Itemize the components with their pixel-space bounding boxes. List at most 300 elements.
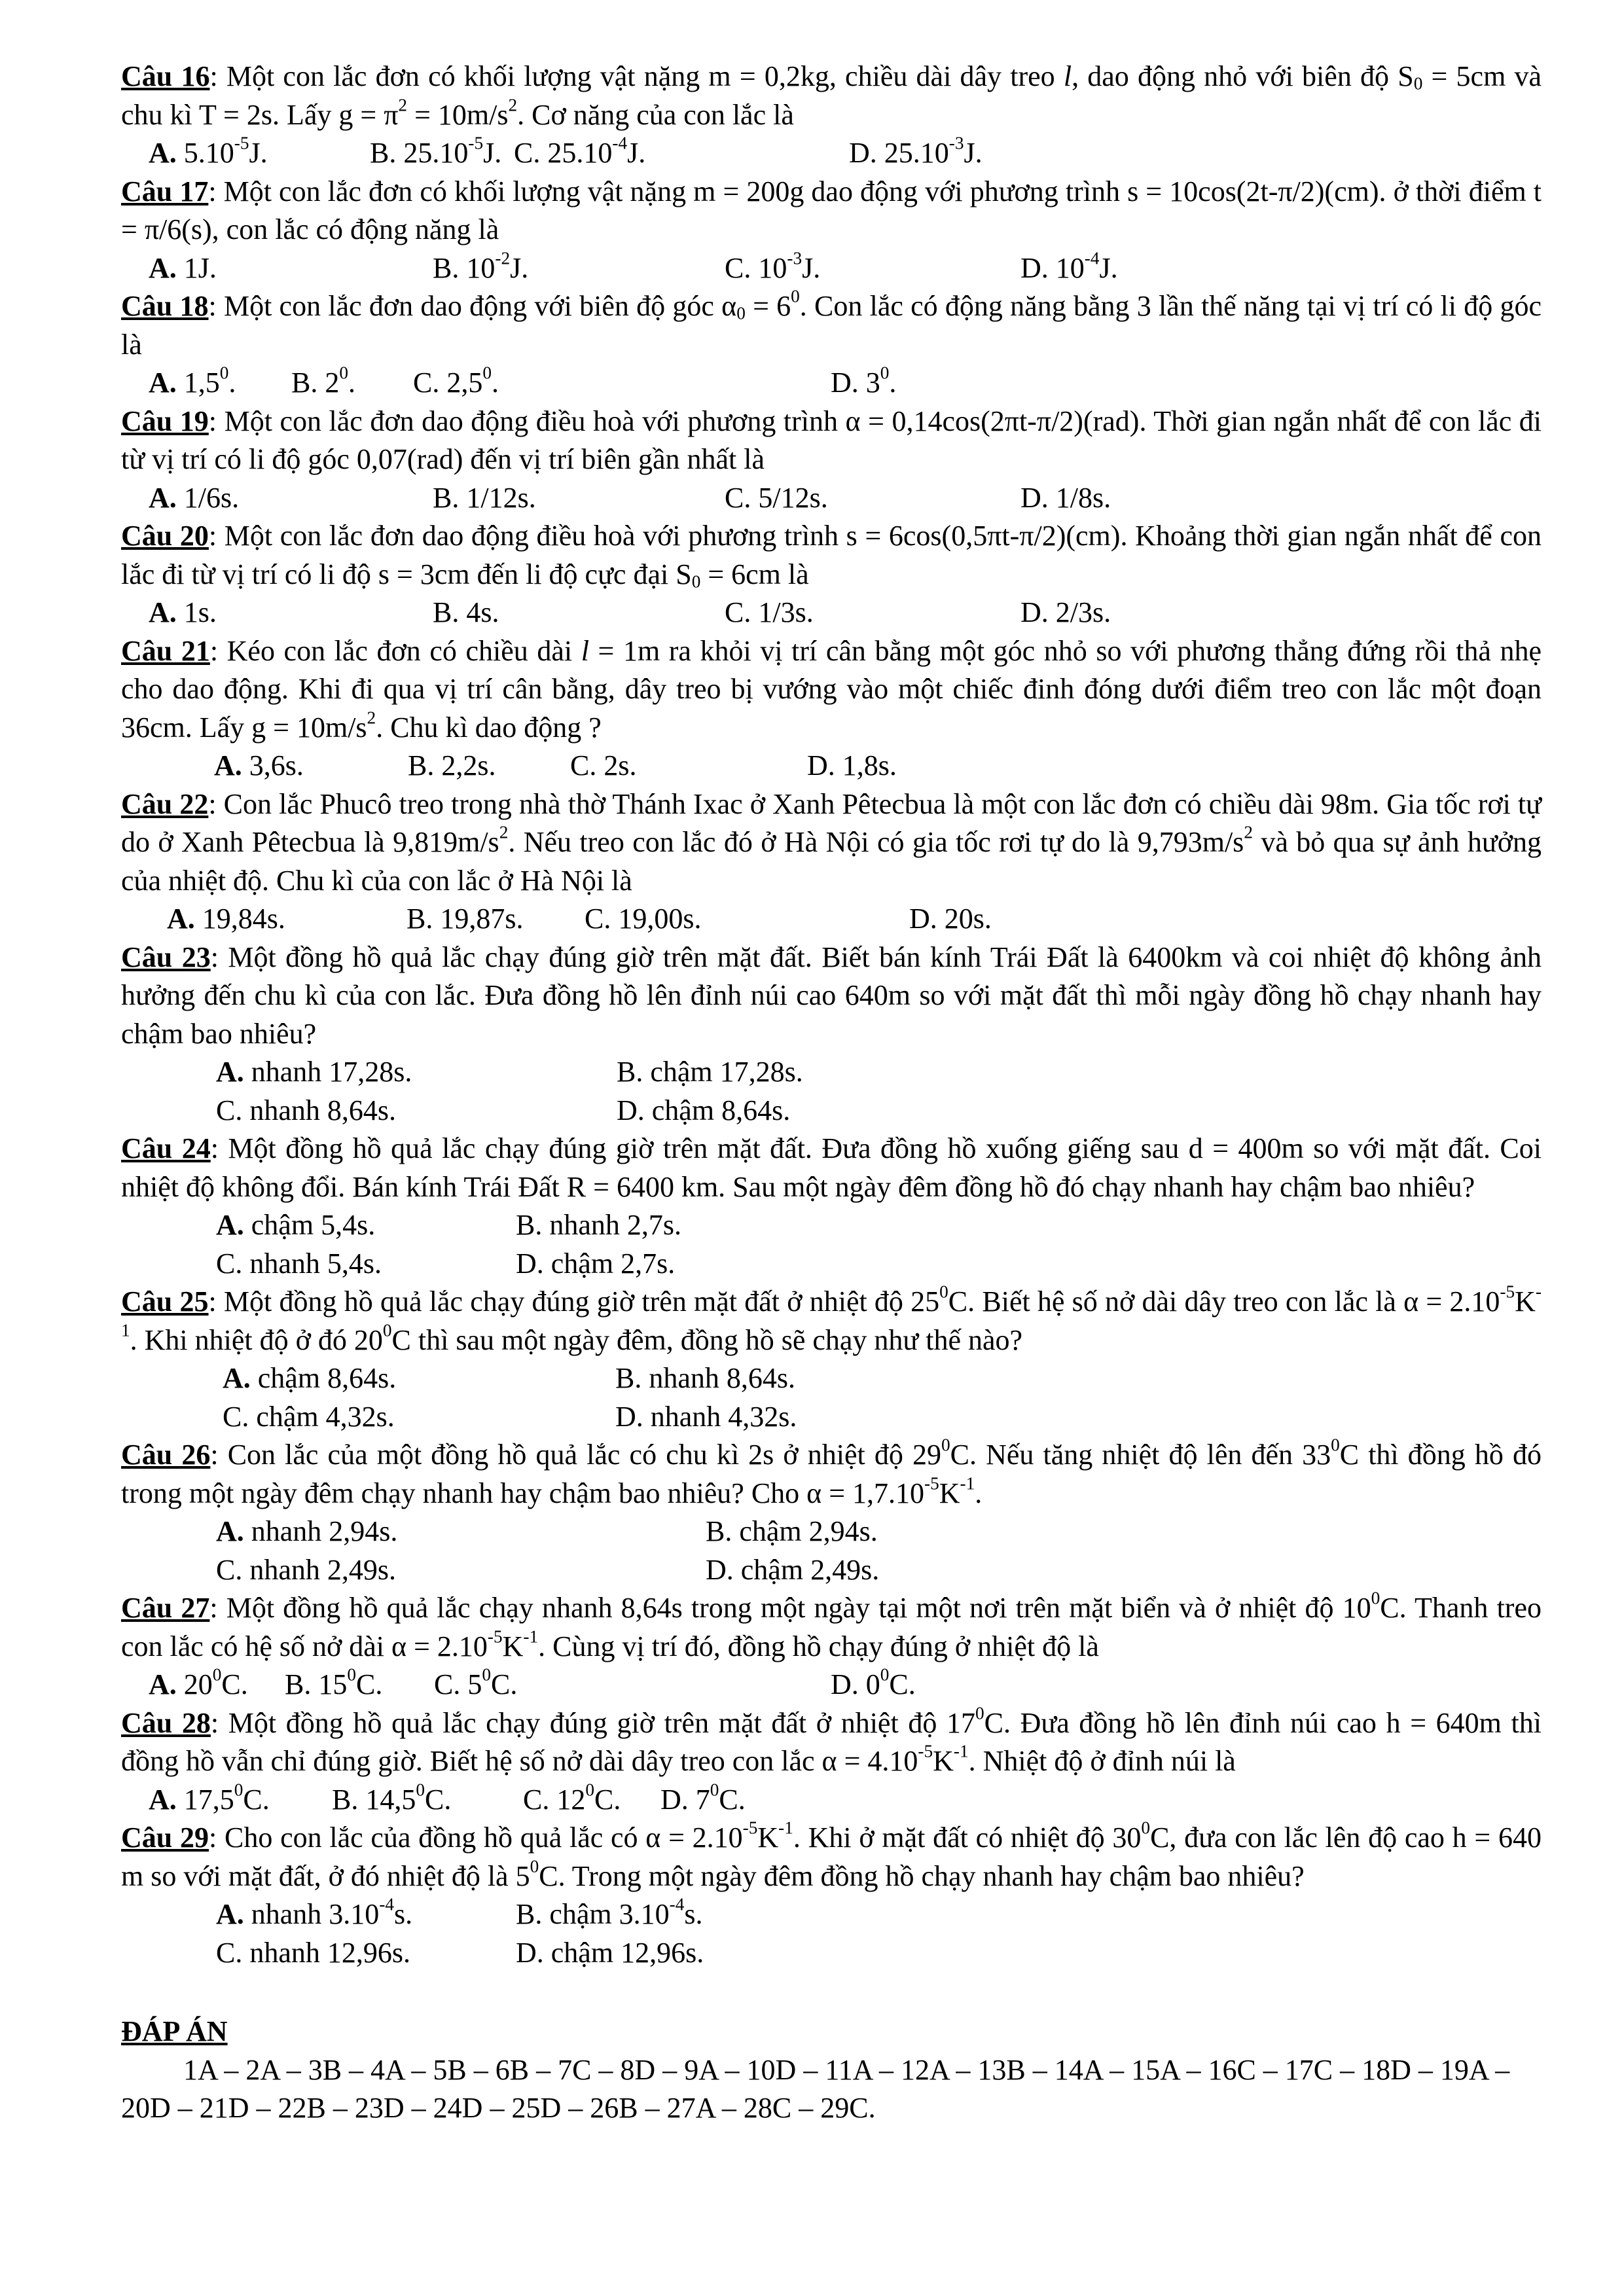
question-stem (121, 287, 1542, 364)
question-text-run: 2 (1244, 822, 1253, 842)
option-text-run: chậm 2,7s. (543, 1247, 676, 1280)
option-letter: C. (523, 1783, 550, 1816)
question-text-run: 0 (791, 286, 800, 306)
option-text-run: C. (594, 1783, 621, 1816)
question-block (121, 1819, 1542, 1972)
question-text-run: C thì đồng hồ đó trong một ngày đêm chạy nhanh hay chậm bao nhiêu? Cho α = 1,7.10 (121, 1439, 1542, 1509)
answer-option-d (1020, 594, 1111, 632)
question-text-run: K (757, 1821, 779, 1854)
option-text-run: -4 (612, 133, 628, 153)
answer-option-d (807, 747, 897, 785)
option-text-run: chậm 17,28s. (643, 1056, 803, 1088)
question-text-run: 0 (1371, 1588, 1380, 1608)
option-text-run: 0 (482, 363, 492, 383)
question-text-run: . Nếu treo con lắc đó ở Hà Nội có gia tốc rơi tự do là 9,793m/s (508, 826, 1244, 858)
option-text-run: J. (483, 137, 502, 169)
answer-options-row (121, 1206, 1542, 1245)
option-letter: A. (167, 903, 195, 935)
option-text-run: C. (356, 1668, 383, 1700)
option-letter: C. (434, 1668, 461, 1700)
option-letter: C. (413, 367, 440, 399)
answer-options-row (121, 1359, 1542, 1398)
option-text-run: . (348, 367, 355, 399)
question-text-run: : Một đồng hồ quả lắc chạy đúng giờ trên mặt đất. Đưa đồng hồ xuống giếng sau d = 400m so với mặt đất. Coi nhiệt độ không đổi. Bán kính Trái Đất R = 6400 km. Sau một ngày đêm đồng hồ đó chạy nhanh hay chậm bao nhiêu? (121, 1132, 1542, 1203)
option-text-run: 25.10 (396, 137, 469, 169)
question-text-run: = 1m ra khỏi vị trí cân bằng một góc nhỏ so với phương thẳng đứng rồi thả nhẹ cho dao động. Khi đi qua vị trí cân bằng, dây treo bị vướng vào một chiếc đinh đóng dưới điểm treo con lắc một đoạn 36cm. Lấy g = 10m/s (121, 634, 1542, 744)
option-letter: B. (516, 1209, 543, 1241)
answer-option-a (149, 594, 217, 632)
option-text-run: 0 (880, 363, 890, 383)
option-text-run: 25.10 (876, 137, 949, 169)
question-text-run: 0 (382, 1320, 392, 1340)
answer-option-d (1020, 249, 1118, 288)
answer-options-row (121, 1513, 1542, 1551)
answer-option-b (406, 900, 523, 939)
question-text-run: 0 (975, 1703, 984, 1723)
question-text-run: : Một đồng hồ quả lắc chạy đúng giờ trên mặt đất ở nhiệt độ 17 (210, 1706, 975, 1739)
question-text-run: C. Nếu tăng nhiệt độ lên đến 33 (950, 1439, 1331, 1471)
question-block (121, 632, 1542, 785)
option-text-run: -4 (669, 1894, 685, 1914)
question-text-run: và bỏ qua sự ảnh hưởng của nhiệt độ. Chu kì của con lắc ở Hà Nội là (121, 826, 1542, 897)
answer-option-b (433, 249, 528, 288)
answer-options-row (121, 479, 1542, 518)
option-letter: A. (149, 137, 177, 169)
answer-option-a (214, 747, 304, 785)
question-text-run: -1 (121, 1282, 1542, 1340)
answer-option-c (725, 479, 828, 518)
answer-option-a (149, 1781, 270, 1820)
option-letter: C. (725, 481, 751, 514)
question-text-run: -1 (778, 1818, 793, 1838)
question-text-run: C, đưa con lắc lên độ cao h = 640 m so với mặt đất, ở đó nhiệt độ là 5 (121, 1821, 1542, 1892)
question-text-run: : Con lắc Phucô treo trong nhà thờ Thánh Ixac ở Xanh Pêtecbua là một con lắc đơn có chiều dài 98m. Gia tốc rơi tự do ở Xanh Pêtecbua là 9,819m/s (121, 787, 1542, 858)
answer-option-c (216, 1245, 382, 1283)
option-text-run: chậm 2,94s. (732, 1515, 878, 1547)
option-letter: C. (514, 137, 541, 169)
answer-option-c (570, 747, 636, 785)
option-letter: A. (149, 1668, 177, 1700)
option-text-run: C. (491, 1668, 518, 1700)
question-text-run: 2 (398, 95, 408, 115)
answer-options-row (121, 134, 1542, 173)
option-text-run: 20s. (937, 903, 992, 935)
option-letter: C. (585, 903, 611, 935)
option-letter: A. (214, 749, 242, 781)
question-number: Câu 23 (121, 941, 211, 973)
option-text-run: J. (510, 251, 529, 284)
question-list (121, 58, 1542, 1972)
answer-option-c (223, 1398, 395, 1437)
answer-options-row (121, 1666, 1542, 1704)
question-text-run: : Một con lắc đơn có khối lượng vật nặng m = 200g dao động với phương trình s = 10cos(2t-π/2)(cm). ở thời điểm t = π/6(s), con lắc có động năng là (121, 175, 1542, 245)
option-text-run: nhanh 8,64s. (242, 1094, 397, 1126)
option-text-run: 10 (459, 251, 496, 284)
option-letter: B. (433, 596, 460, 628)
answer-option-d (516, 1245, 675, 1283)
question-number: Câu 29 (121, 1821, 209, 1854)
question-block (121, 173, 1542, 288)
answer-option-b (615, 1359, 795, 1398)
answer-option-c (725, 249, 820, 288)
question-text-run: -5 (918, 1741, 933, 1761)
question-text-run: C. Đưa đồng hồ lên đỉnh núi cao h = 640m thì đồng hồ vẫn chỉ đúng giờ. Biết hệ số nở dài dây treo con lắc α = 4.10 (121, 1706, 1542, 1777)
question-text-run: C. Biết hệ số nở dài dây treo con lắc là α = 2.10 (948, 1285, 1500, 1318)
option-text-run: 14,5 (358, 1783, 416, 1816)
option-text-run: -5 (468, 133, 484, 153)
option-text-run: 5 (460, 1668, 482, 1700)
answer-option-a (216, 1206, 375, 1245)
question-text-run: K (939, 1477, 960, 1509)
question-text-run: 0 (1413, 73, 1423, 94)
question-text-run: -5 (924, 1473, 939, 1494)
question-text-run: = 5cm và chu kì T = 2s. Lấy g = π (121, 60, 1542, 131)
option-letter: D. (807, 749, 835, 781)
answer-options-row (121, 1781, 1542, 1820)
option-letter: D. (617, 1094, 645, 1126)
question-number: Câu 25 (121, 1285, 209, 1318)
answer-option-c (216, 1551, 396, 1590)
option-text-run: s. (394, 1898, 413, 1930)
answer-option-b (433, 479, 536, 518)
question-text-run: : Một đồng hồ quả lắc chạy đúng giờ trên mặt đất. Biết bán kính Trái Đất là 6400km và coi nhiệt độ không ảnh hưởng đến chu kì của con lắc. Đưa đồng hồ lên đỉnh núi cao 640m so với mặt đất thì mỗi ngày đồng hồ chạy nhanh hay chậm bao nhiêu? (121, 941, 1542, 1050)
answer-options-row (121, 1398, 1542, 1437)
option-text-run: 7 (688, 1783, 710, 1816)
option-text-run: 3,6s. (242, 749, 304, 781)
question-text-run: : Một con lắc đơn dao động với biên độ góc α (208, 290, 737, 322)
question-text-run: = 6 (745, 290, 791, 322)
answer-option-b (408, 747, 496, 785)
answer-option-c (585, 900, 701, 939)
option-text-run: nhanh 5,4s. (242, 1247, 382, 1280)
option-letter: D. (660, 1783, 689, 1816)
option-text-run: 0 (219, 363, 229, 383)
option-letter: D. (909, 903, 937, 935)
question-text-run: . Con lắc có động năng bằng 3 lần thế năng tại vị trí có li độ góc là (121, 290, 1542, 361)
question-text-run: = 10m/s (407, 98, 509, 131)
answer-option-a (149, 364, 236, 403)
option-letter: C. (223, 1400, 249, 1433)
answer-option-c (523, 1781, 621, 1820)
option-text-run: chậm 2,49s. (733, 1553, 880, 1586)
option-letter: B. (617, 1056, 643, 1088)
option-letter: B. (291, 367, 318, 399)
option-text-run: -3 (948, 133, 964, 153)
question-stem (121, 1589, 1542, 1666)
option-text-run: 3 (858, 367, 880, 399)
option-text-run: 25.10 (540, 137, 613, 169)
question-text-run: C. Thanh treo con lắc có hệ số nở dài α = 2.10 (121, 1592, 1542, 1662)
option-text-run: -4 (379, 1894, 395, 1914)
question-text-run: 0 (530, 1856, 539, 1876)
question-text-run: 0 (691, 571, 701, 591)
question-stem (121, 1819, 1542, 1895)
option-text-run: J. (964, 137, 983, 169)
option-text-run: chậm 3.10 (542, 1898, 670, 1930)
option-text-run: 0 (858, 1668, 880, 1700)
question-stem (121, 939, 1542, 1054)
option-text-run: J. (627, 137, 646, 169)
question-block (121, 1436, 1542, 1589)
option-text-run: nhanh 2,49s. (242, 1553, 397, 1586)
option-letter: D. (1020, 251, 1049, 284)
question-text-run: . Cùng vị trí đó, đồng hồ chạy đúng ở nhiệt độ là (538, 1630, 1099, 1662)
option-text-run: 2/3s. (1048, 596, 1111, 628)
option-letter: D. (516, 1936, 544, 1969)
question-stem (121, 1283, 1542, 1359)
answer-option-a (216, 1895, 412, 1934)
question-text-run: . Khi nhiệt độ ở đó 20 (130, 1323, 383, 1356)
option-letter: A. (216, 1056, 244, 1088)
answer-option-d (615, 1398, 797, 1437)
option-letter: C. (216, 1094, 243, 1126)
question-text-run: : Cho con lắc của đồng hồ quả lắc có α = 2.10 (209, 1821, 743, 1854)
question-text-run: C thì sau một ngày đêm, đồng hồ sẽ chạy như thế nào? (391, 1323, 1023, 1356)
document-page (121, 58, 1542, 2128)
question-number: Câu 19 (121, 404, 209, 437)
question-text-run: K (502, 1630, 524, 1662)
option-text-run: chậm 4,32s. (249, 1400, 395, 1433)
option-text-run: 1,5 (176, 367, 220, 399)
option-text-run: . (228, 367, 236, 399)
answer-option-c (434, 1666, 517, 1704)
option-text-run: chậm 8,64s. (644, 1094, 791, 1126)
option-letter: B. (370, 137, 397, 169)
option-letter: B. (408, 749, 435, 781)
question-number: Câu 26 (121, 1439, 211, 1471)
answer-option-d (1020, 479, 1111, 518)
answer-option-a (216, 1053, 412, 1092)
option-letter: B. (433, 481, 460, 514)
option-letter: B. (406, 903, 433, 935)
question-block (121, 785, 1542, 939)
option-text-run: chậm 5,4s. (244, 1209, 376, 1241)
option-text-run: 1/6s. (176, 481, 240, 514)
question-text-run: 0 (939, 1282, 948, 1302)
question-text-run: : Một đồng hồ quả lắc chạy đúng giờ trên mặt đất ở nhiệt độ 25 (208, 1285, 940, 1318)
answer-option-b (516, 1206, 681, 1245)
question-number: Câu 21 (121, 634, 210, 667)
option-letter: B. (285, 1668, 312, 1700)
answer-key-title: ĐÁP ÁN (121, 2015, 228, 2047)
question-number: Câu 27 (121, 1592, 210, 1624)
question-stem (121, 517, 1542, 594)
option-text-run: nhanh 3.10 (244, 1898, 380, 1930)
question-block (121, 1130, 1542, 1283)
option-text-run: s. (684, 1898, 703, 1930)
answer-options-row (121, 1934, 1542, 1973)
question-text-run: -1 (960, 1473, 975, 1494)
answer-option-c (216, 1092, 396, 1130)
question-stem (121, 58, 1542, 134)
question-text-run: 2 (367, 708, 376, 728)
option-letter: C. (570, 749, 597, 781)
option-text-run: 1/8s. (1048, 481, 1111, 514)
option-text-run: nhanh 4,32s. (643, 1400, 797, 1433)
question-text-run: K (933, 1745, 954, 1777)
option-letter: A. (223, 1362, 251, 1394)
question-text-run: 0 (736, 303, 746, 323)
option-text-run: 2 (317, 367, 340, 399)
answer-option-d (909, 900, 992, 939)
option-letter: D. (1020, 481, 1049, 514)
option-text-run: -2 (495, 248, 511, 268)
question-text-run: 2 (499, 822, 509, 842)
question-number: Câu 17 (121, 175, 209, 207)
option-letter: C. (725, 251, 751, 284)
question-text-run: : Một con lắc đơn dao động điều hoà với phương trình s = 6cos(0,5πt-π/2)(cm). Khoảng thời gian ngắn nhất để con lắc đi từ vị trí có li độ s = 3cm đến li độ cực đại S (121, 520, 1542, 590)
option-text-run: 2,2s. (434, 749, 496, 781)
answer-option-d (516, 1934, 704, 1973)
answer-option-a (149, 1666, 248, 1704)
option-text-run: 1J. (176, 251, 217, 284)
question-block (121, 1589, 1542, 1704)
question-text-run: 0 (941, 1435, 950, 1455)
question-stem (121, 785, 1542, 901)
answer-option-d (706, 1551, 879, 1590)
answer-option-a (216, 1513, 397, 1551)
option-text-run: 19,00s. (611, 903, 702, 935)
answer-option-d (831, 1666, 916, 1704)
answer-option-b (285, 1666, 382, 1704)
option-text-run: 1/12s. (459, 481, 536, 514)
option-text-run: 5.10 (176, 137, 234, 169)
question-number: Câu 22 (121, 787, 209, 820)
option-text-run: -3 (787, 248, 803, 268)
option-text-run: 0 (347, 1664, 356, 1685)
question-stem (121, 1130, 1542, 1206)
answer-option-c (216, 1934, 410, 1973)
option-text-run: 10 (1048, 251, 1085, 284)
option-text-run: 0 (880, 1664, 890, 1685)
answer-options-row (121, 1092, 1542, 1130)
option-text-run: . (492, 367, 499, 399)
option-letter: D. (1020, 596, 1049, 628)
question-text-run: . Nhiệt độ ở đỉnh núi là (968, 1745, 1236, 1777)
answer-options-row (121, 594, 1542, 632)
question-number: Câu 28 (121, 1706, 211, 1739)
option-text-run: 19,87s. (433, 903, 524, 935)
option-text-run: 0 (482, 1664, 491, 1685)
option-letter: C. (725, 596, 751, 628)
question-text-run: K (1515, 1285, 1536, 1318)
option-text-run: nhanh 8,64s. (641, 1362, 796, 1394)
option-letter: A. (216, 1515, 244, 1547)
question-text-run: : Một con lắc đơn có khối lượng vật nặng m = 0,2kg, chiều dài dây treo (209, 60, 1064, 92)
option-text-run: 15 (311, 1668, 348, 1700)
question-text-run: -5 (742, 1818, 758, 1838)
question-block (121, 939, 1542, 1130)
option-text-run: 4s. (459, 596, 499, 628)
question-block (121, 1283, 1542, 1436)
option-letter: B. (516, 1898, 543, 1930)
option-text-run: C. (243, 1783, 270, 1816)
answer-key: 1A – 2A – 3B – 4A – 5B – 6B – 7C – 8D – 9A – 10D – 11A – 12A – 13B – 14A – 15A – 16C – 17C – 18D – 19A – 20D – 21D – 22B – 23D – 24D – 25D – 26B – 27A – 28C – 29C. (121, 2053, 1510, 2124)
option-letter: D. (831, 1668, 859, 1700)
answer-option-a (149, 134, 268, 173)
question-stem (121, 1704, 1542, 1781)
answer-option-b (332, 1781, 451, 1820)
option-letter: A. (149, 1783, 177, 1816)
option-text-run: 10 (751, 251, 787, 284)
option-text-run: nhanh 12,96s. (242, 1936, 411, 1969)
option-text-run: . (889, 367, 897, 399)
question-text-run: 0 (1141, 1818, 1151, 1838)
answer-option-d (660, 1781, 746, 1820)
answer-option-b (370, 134, 501, 173)
option-letter: A. (149, 367, 177, 399)
option-letter: A. (149, 251, 177, 284)
answer-option-a (167, 900, 285, 939)
option-text-run: 0 (710, 1780, 719, 1800)
question-text-run: -5 (487, 1626, 503, 1647)
question-text-run: -5 (1500, 1282, 1515, 1302)
question-number: Câu 20 (121, 520, 209, 552)
question-text-run: . (975, 1477, 983, 1509)
option-text-run: 1/3s. (751, 596, 814, 628)
option-text-run: chậm 8,64s. (250, 1362, 397, 1394)
option-text-run: 19,84s. (194, 903, 285, 935)
option-letter: C. (216, 1936, 243, 1969)
option-text-run: 0 (339, 363, 348, 383)
answer-option-d (831, 364, 896, 403)
answer-options-row (121, 249, 1542, 288)
option-letter: C. (216, 1247, 243, 1280)
option-letter: B. (706, 1515, 732, 1547)
answer-option-b (433, 594, 499, 632)
question-block (121, 517, 1542, 632)
question-number: Câu 18 (121, 290, 209, 322)
option-letter: A. (149, 596, 177, 628)
option-text-run: 20 (176, 1668, 213, 1700)
option-letter: D. (849, 137, 877, 169)
option-letter: B. (433, 251, 460, 284)
answer-option-c (413, 364, 499, 403)
option-letter: D. (516, 1247, 544, 1280)
answer-options-row (121, 1245, 1542, 1283)
option-text-run: C. (889, 1668, 916, 1700)
question-text-run: = 6cm là (700, 558, 809, 590)
option-text-run: J. (249, 137, 268, 169)
option-text-run: -5 (234, 133, 249, 153)
option-text-run: 1,8s. (835, 749, 897, 781)
answer-options-row (121, 364, 1542, 403)
option-text-run: nhanh 2,94s. (244, 1515, 398, 1547)
question-text-run: l (1063, 60, 1072, 92)
answer-options-row (121, 1551, 1542, 1590)
option-text-run: 0 (585, 1780, 594, 1800)
option-text-run: 0 (212, 1664, 222, 1685)
option-letter: D. (615, 1400, 643, 1433)
option-text-run: C. (425, 1783, 452, 1816)
question-text-run: 0 (1331, 1435, 1340, 1455)
option-letter: A. (216, 1209, 244, 1241)
question-text-run: : Con lắc của một đồng hồ quả lắc có chu kì 2s ở nhiệt độ 29 (210, 1439, 941, 1471)
option-letter: D. (706, 1553, 734, 1586)
question-text-run: . Chu kì dao động ? (376, 711, 602, 744)
question-number: Câu 16 (121, 60, 210, 92)
answer-option-c (514, 134, 645, 173)
answer-option-b (291, 364, 355, 403)
option-text-run: 0 (234, 1780, 244, 1800)
answer-options-row (121, 747, 1542, 785)
question-stem (121, 1436, 1542, 1513)
option-text-run: 0 (416, 1780, 425, 1800)
answer-options-row (121, 900, 1542, 939)
option-text-run: J. (1099, 251, 1118, 284)
question-text-run: . Cơ năng của con lắc là (517, 98, 794, 131)
question-text-run: -1 (523, 1626, 539, 1647)
